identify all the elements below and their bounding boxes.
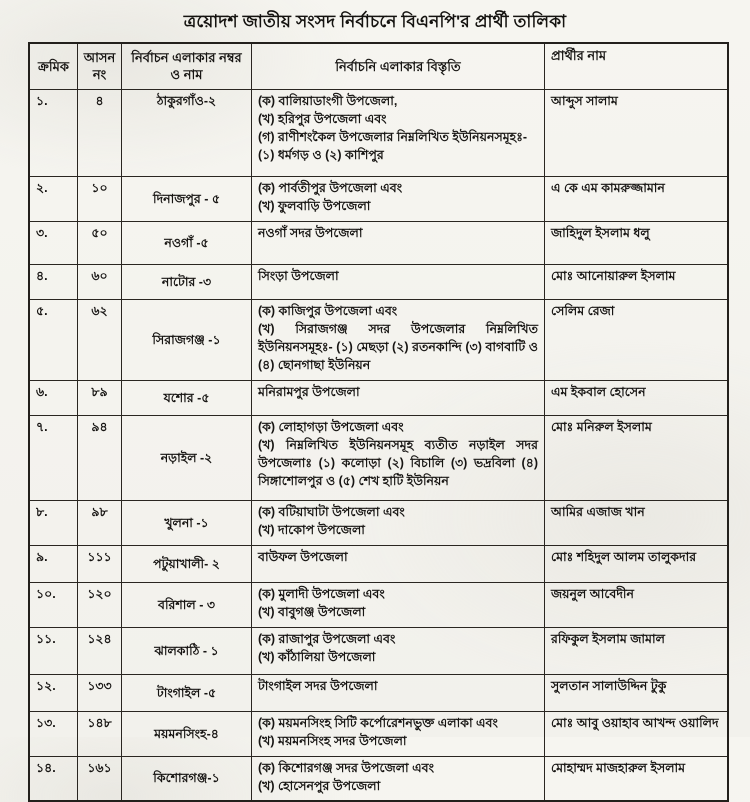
table-row xyxy=(30,500,727,545)
candidate-name-cell: জাহিদুল ইসলাম ধলু xyxy=(544,222,727,264)
serial-number-cell: ৮. xyxy=(36,505,48,519)
candidate-name-cell: মোঃ মনিরুল ইসলাম xyxy=(544,416,727,500)
table-header-row xyxy=(30,44,727,89)
constituency-extent-cell xyxy=(251,300,544,380)
serial-number-cell: ১. xyxy=(36,94,48,108)
extent-line: টাংগাইল সদর উপজেলা xyxy=(258,679,378,693)
extent-line: মনিরামপুর উপজেলা xyxy=(258,385,360,399)
extent-line: (খ) ফুলবাড়ি উপজেলা xyxy=(258,199,371,213)
candidate-name-cell: সেলিম রেজা xyxy=(544,300,727,380)
extent-line: (খ) নিম্নলিখিত ইউনিয়নসমূহ ব্যতীত নড়াইল সদর উপজেলাঃ (১) কলোড়া (২) বিচালি (৩) ভদ্রবিলা (৪) সিঙ্গাশোলপুর ও (৫) শেখ হাটি ইউনিয়ন xyxy=(258,438,538,488)
seat-number-cell: ৬০ xyxy=(77,265,121,299)
seat-number-cell: ১০ xyxy=(77,177,121,221)
extent-line: (খ) বাবুগঞ্জ উপজেলা xyxy=(258,605,366,619)
extent-line: (গ) রাণীশংকৈল উপজেলার নিম্নলিখিত ইউনিয়নসমূহঃ- xyxy=(258,130,528,144)
document-title: ত্রয়োদশ জাতীয় সংসদ নির্বাচনে বিএনপি'র প্রার্থী তালিকা xyxy=(183,12,567,31)
candidate-name-cell: জয়নুল আবেদীন xyxy=(544,583,727,627)
extent-line: (ক) মুলাদী উপজেলা এবং xyxy=(258,587,385,601)
constituency-extent-cell xyxy=(251,265,544,299)
candidate-name-cell: এ কে এম কামরুজ্জামান xyxy=(544,177,727,221)
candidate-name-cell: মোঃ আনোয়ারুল ইসলাম xyxy=(544,265,727,299)
extent-line: (খ) কাঁঠালিয়া উপজেলা xyxy=(258,650,376,664)
table-row xyxy=(30,415,727,500)
constituency-name-cell: ঠাকুরগাঁও-২ xyxy=(121,90,251,176)
seat-number-cell: ১৬১ xyxy=(77,757,121,800)
candidate-name-cell: মোঃ আবু ওয়াহাব আখন্দ ওয়ালিদ xyxy=(544,712,727,756)
constituency-name-cell: যশোর -৫ xyxy=(121,381,251,415)
constituency-name-cell: ঝালকাঠি - ১ xyxy=(121,628,251,674)
seat-number-cell: ৯৪ xyxy=(77,416,121,500)
extent-line: (ক) কিশোরগঞ্জ সদর উপজেলা এবং xyxy=(258,761,434,775)
table-row xyxy=(30,674,727,711)
serial-number-cell: ৬. xyxy=(36,385,48,399)
seat-number-cell: ৯৮ xyxy=(77,501,121,545)
table-row xyxy=(30,264,727,299)
candidate-name-cell: এম ইকবাল হোসেন xyxy=(544,381,727,415)
serial-number-cell: ১০. xyxy=(36,587,56,601)
constituency-extent-cell xyxy=(251,416,544,500)
serial-number-cell: ৭. xyxy=(36,420,48,434)
candidate-name-cell: রফিকুল ইসলাম জামাল xyxy=(544,628,727,674)
header-seat-number: আসন নং xyxy=(77,44,121,89)
constituency-name-cell: দিনাজপুর - ৫ xyxy=(121,177,251,221)
header-constituency-extent: নির্বাচনি এলাকার বিস্তৃতি xyxy=(251,44,544,89)
constituency-name-cell: নাটোর -৩ xyxy=(121,265,251,299)
seat-number-cell: ১৩৩ xyxy=(77,675,121,711)
constituency-extent-cell xyxy=(251,583,544,627)
extent-line: নওগাঁ সদর উপজেলা xyxy=(258,226,363,240)
constituency-extent-cell xyxy=(251,90,544,176)
seat-number-cell: ১২০ xyxy=(77,583,121,627)
extent-line: (ক) পার্বতীপুর উপজেলা এবং xyxy=(258,181,403,195)
table-body xyxy=(30,89,727,800)
extent-line: সিংড়া উপজেলা xyxy=(258,269,339,283)
table-row xyxy=(30,711,727,756)
candidate-name-cell: মোহাম্মদ মাজহারুল ইসলাম xyxy=(544,757,727,800)
constituency-name-cell: খুলনা -১ xyxy=(121,501,251,545)
extent-line: (ক) ময়মনসিংহ সিটি কর্পোরেশনভুক্ত এলাকা এবং xyxy=(258,716,498,730)
serial-number-cell: ৯. xyxy=(36,550,48,564)
serial-number-cell: ১২. xyxy=(36,679,56,693)
serial-number-cell: ৩. xyxy=(36,226,48,240)
table-row xyxy=(30,627,727,674)
table-row xyxy=(30,221,727,264)
candidate-name-cell: আব্দুস সালাম xyxy=(544,90,727,176)
constituency-name-cell: টাংগাইল -৫ xyxy=(121,675,251,711)
extent-line: (খ) দাকোপ উপজেলা xyxy=(258,523,365,537)
candidate-name-cell: মোঃ শহিদুল আলম তালুকদার xyxy=(544,546,727,582)
table-row xyxy=(30,380,727,415)
seat-number-cell: ১২৪ xyxy=(77,628,121,674)
serial-number-cell: ১৪. xyxy=(36,761,56,775)
extent-line: (ক) বালিয়াডাংগী উপজেলা, xyxy=(258,94,398,108)
serial-number-cell: ৫. xyxy=(36,304,48,318)
serial-number-cell: ১৩. xyxy=(36,716,56,730)
extent-line: (খ) হোসেনপুর উপজেলা xyxy=(258,779,381,793)
seat-number-cell: ৫০ xyxy=(77,222,121,264)
constituency-extent-cell xyxy=(251,177,544,221)
seat-number-cell: ১৪৮ xyxy=(77,712,121,756)
constituency-name-cell: ময়মনসিংহ-৪ xyxy=(121,712,251,756)
constituency-extent-cell xyxy=(251,222,544,264)
constituency-name-cell: বরিশাল - ৩ xyxy=(121,583,251,627)
table-row xyxy=(30,582,727,627)
constituency-name-cell: নওগাঁ -৫ xyxy=(121,222,251,264)
table-row xyxy=(30,176,727,221)
header-serial: ক্রমিক xyxy=(38,58,69,74)
seat-number-cell: ৬২ xyxy=(77,300,121,380)
constituency-extent-cell xyxy=(251,757,544,800)
serial-number-cell: ৪. xyxy=(36,269,48,283)
serial-number-cell: ২. xyxy=(36,181,48,195)
header-constituency-name: নির্বাচন এলাকার নম্বর ও নাম xyxy=(121,44,251,89)
constituency-name-cell: কিশোরগঞ্জ-১ xyxy=(121,757,251,800)
seat-number-cell: ৪ xyxy=(77,90,121,176)
extent-line: (ক) লোহাগড়া উপজেলা এবং xyxy=(258,420,404,434)
table-row xyxy=(30,299,727,380)
constituency-name-cell: নড়াইল -২ xyxy=(121,416,251,500)
candidate-name-cell: আমির এজাজ খান xyxy=(544,501,727,545)
extent-line: (খ) হরিপুর উপজেলা এবং xyxy=(258,112,387,126)
constituency-extent-cell xyxy=(251,675,544,711)
extent-line: (ক) বটিয়াঘাটা উপজেলা এবং xyxy=(258,505,405,519)
seat-number-cell: ৮৯ xyxy=(77,381,121,415)
extent-line: (১) ধর্মগড় ও (২) কাশিপুর xyxy=(258,148,384,162)
candidate-name-cell: সুলতান সালাউদ্দিন টুকু xyxy=(544,675,727,711)
extent-line: (খ) ময়মনসিংহ সদর উপজেলা xyxy=(258,734,407,748)
constituency-extent-cell xyxy=(251,712,544,756)
extent-line: বাউফল উপজেলা xyxy=(258,550,348,564)
extent-line: (ক) কাজিপুর উপজেলা এবং xyxy=(258,304,398,318)
candidate-list-table xyxy=(28,42,729,802)
constituency-extent-cell xyxy=(251,628,544,674)
constituency-name-cell: পটুয়াখালী- ২ xyxy=(121,546,251,582)
extent-line: (খ) সিরাজগঞ্জ সদর উপজেলার নিম্নলিখিত ইউনিয়নসমূহঃ- (১) মেছড়া (২) রতনকান্দি (৩) বাগবাটি ও (৪) ছোনগাছা ইউনিয়ন xyxy=(258,322,538,372)
seat-number-cell: ১১১ xyxy=(77,546,121,582)
constituency-extent-cell xyxy=(251,546,544,582)
table-row xyxy=(30,545,727,582)
constituency-extent-cell xyxy=(251,501,544,545)
table-row xyxy=(30,756,727,800)
extent-line: (ক) রাজাপুর উপজেলা এবং xyxy=(258,632,396,646)
table-row xyxy=(30,89,727,176)
header-candidate-name: প্রার্থীর নাম xyxy=(544,44,727,89)
constituency-name-cell: সিরাজগঞ্জ -১ xyxy=(121,300,251,380)
constituency-extent-cell xyxy=(251,381,544,415)
serial-number-cell: ১১. xyxy=(36,632,56,646)
